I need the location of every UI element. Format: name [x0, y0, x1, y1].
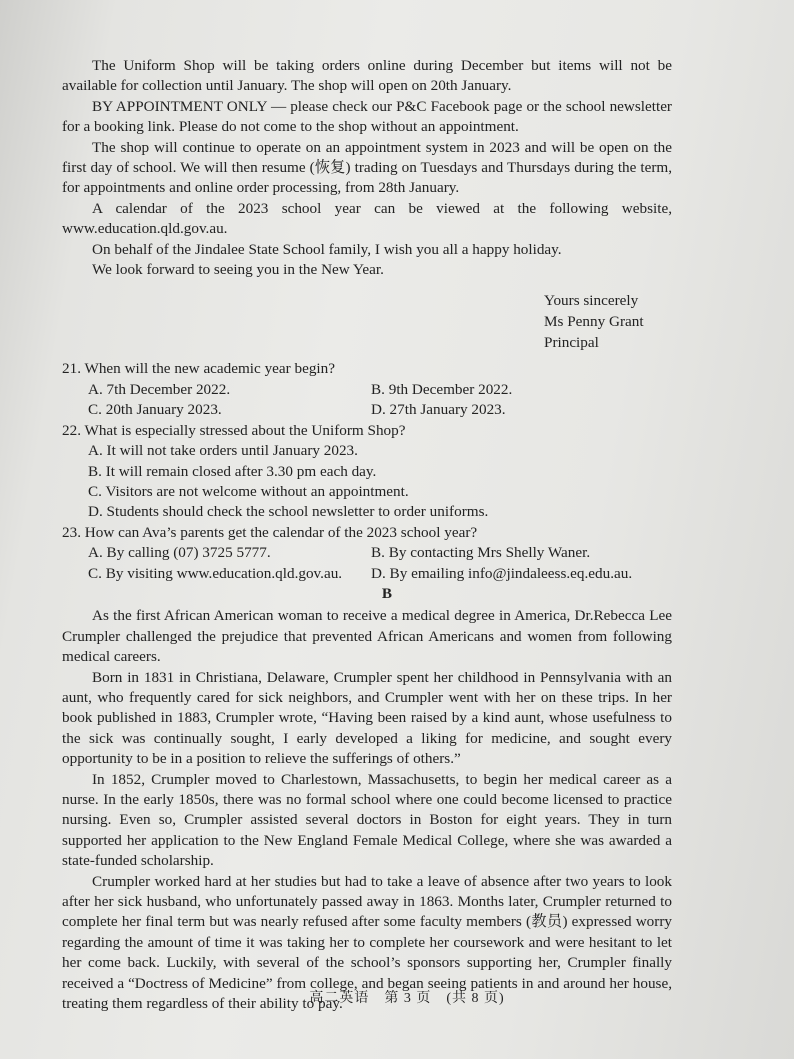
- question-22: [62, 421, 672, 523]
- question-stem: 21. When will the new academic year begin?: [62, 360, 335, 378]
- option-d: D. Students should check the school newsletter to order uniforms.: [88, 503, 489, 521]
- option-d: D. 27th January 2023.: [371, 401, 506, 419]
- option-b: B. 9th December 2022.: [371, 380, 513, 398]
- letter-paragraph: On behalf of the Jindalee State School family, I wish you all a happy holiday.: [92, 240, 562, 258]
- question-stem: 22. What is especially stressed about the Uniform Shop?: [62, 421, 406, 439]
- option-b: B. By contacting Mrs Shelly Waner.: [371, 544, 591, 562]
- option-c: C. 20th January 2023.: [88, 401, 222, 419]
- question-stem: 23. How can Ava’s parents get the calendar of the 2023 school year?: [62, 523, 478, 541]
- signer-title: Principal: [544, 334, 599, 352]
- passage-paragraph: Crumpler worked hard at her studies but had to take a leave of absence after two years to look after her sick husband, who unfortunately passed away in 1863. Months later, Crumpler returned to complete her final term but was nearly refused after some faculty members (教员) expressed worry regarding the amount of time it was taking her to complete her coursework and were hesitant to let her come back. Luckily, with several of the school’s sponsors supporting her, Crumpler finally received a “Doctress of Medicine” from college, and began seeing patients in and around her house, treating them regardless of their ability to pay.: [62, 872, 672, 1013]
- letter: [62, 56, 672, 353]
- closing: Yours sincerely: [544, 292, 639, 310]
- option-a: A. By calling (07) 3725 5777.: [88, 544, 271, 562]
- question-23: [62, 523, 672, 584]
- letter-paragraph: We look forward to seeing you in the New Year.: [92, 261, 384, 279]
- option-b: B. It will remain closed after 3.30 pm each day.: [88, 462, 377, 480]
- letter-paragraph: BY APPOINTMENT ONLY — please check our P&C Facebook page or the school newsletter for a booking link. Please do not come to the shop without an appointment.: [62, 97, 672, 136]
- section-heading: B: [381, 584, 393, 602]
- option-a: A. It will not take orders until January 2023.: [88, 442, 358, 460]
- option-c: C. Visitors are not welcome without an appointment.: [88, 482, 409, 500]
- answer-options: [88, 380, 672, 421]
- option-c: C. By visiting www.education.qld.gov.au.: [88, 564, 343, 582]
- passage-paragraph: As the first African American woman to receive a medical degree in America, Dr.Rebecca Lee Crumpler challenged the prejudice that prevented African Americans and women from following medical careers.: [62, 607, 672, 666]
- answer-options: [88, 441, 672, 523]
- letter-paragraph: The Uniform Shop will be taking orders online during December but items will not be available for collection until January. The shop will open on 20th January.: [62, 57, 672, 95]
- letter-paragraph: A calendar of the 2023 school year can be viewed at the following website, www.education.qld.gov.au.: [62, 199, 672, 238]
- answer-options: [88, 543, 672, 584]
- letter-paragraph: The shop will continue to operate on an appointment system in 2023 and will be open on the first day of school. We will then resume (恢复) trading on Tuesdays and Thursdays during the term, for appointments and online order processing, from 28th January.: [62, 138, 672, 197]
- question-21: [62, 359, 672, 420]
- passage-paragraph: Born in 1831 in Christiana, Delaware, Crumpler spent her childhood in Pennsylvania with an aunt, who frequently cared for sick neighbors, and Crumpler went with her on these trips. In her book published in 1883, Crumpler wrote, “Having been raised by a kind aunt, whose usefulness to the sick was continually sought, I early developed a liking for medicine, and sought every opportunity to be in a position to relieve the sufferings of others.”: [62, 668, 672, 768]
- passage-b: [62, 606, 672, 1014]
- letter-signoff: [544, 290, 672, 353]
- page-footer: 高二英语 第 3 页 (共 8 页): [309, 991, 505, 1006]
- passage-paragraph: In 1852, Crumpler moved to Charlestown, Massachusetts, to begin her medical career as a nurse. In the early 1850s, there was no formal school where one could become licensed to practice nursing. Even so, Crumpler assisted several doctors in Boston for eight years. They in turn supported her application to the New England Female Medical College, where she was awarded a state-funded scholarship.: [62, 770, 672, 870]
- option-d: D. By emailing info@jindaleess.eq.edu.au.: [371, 564, 633, 582]
- option-a: A. 7th December 2022.: [88, 380, 231, 398]
- signer-name: Ms Penny Grant: [544, 313, 644, 331]
